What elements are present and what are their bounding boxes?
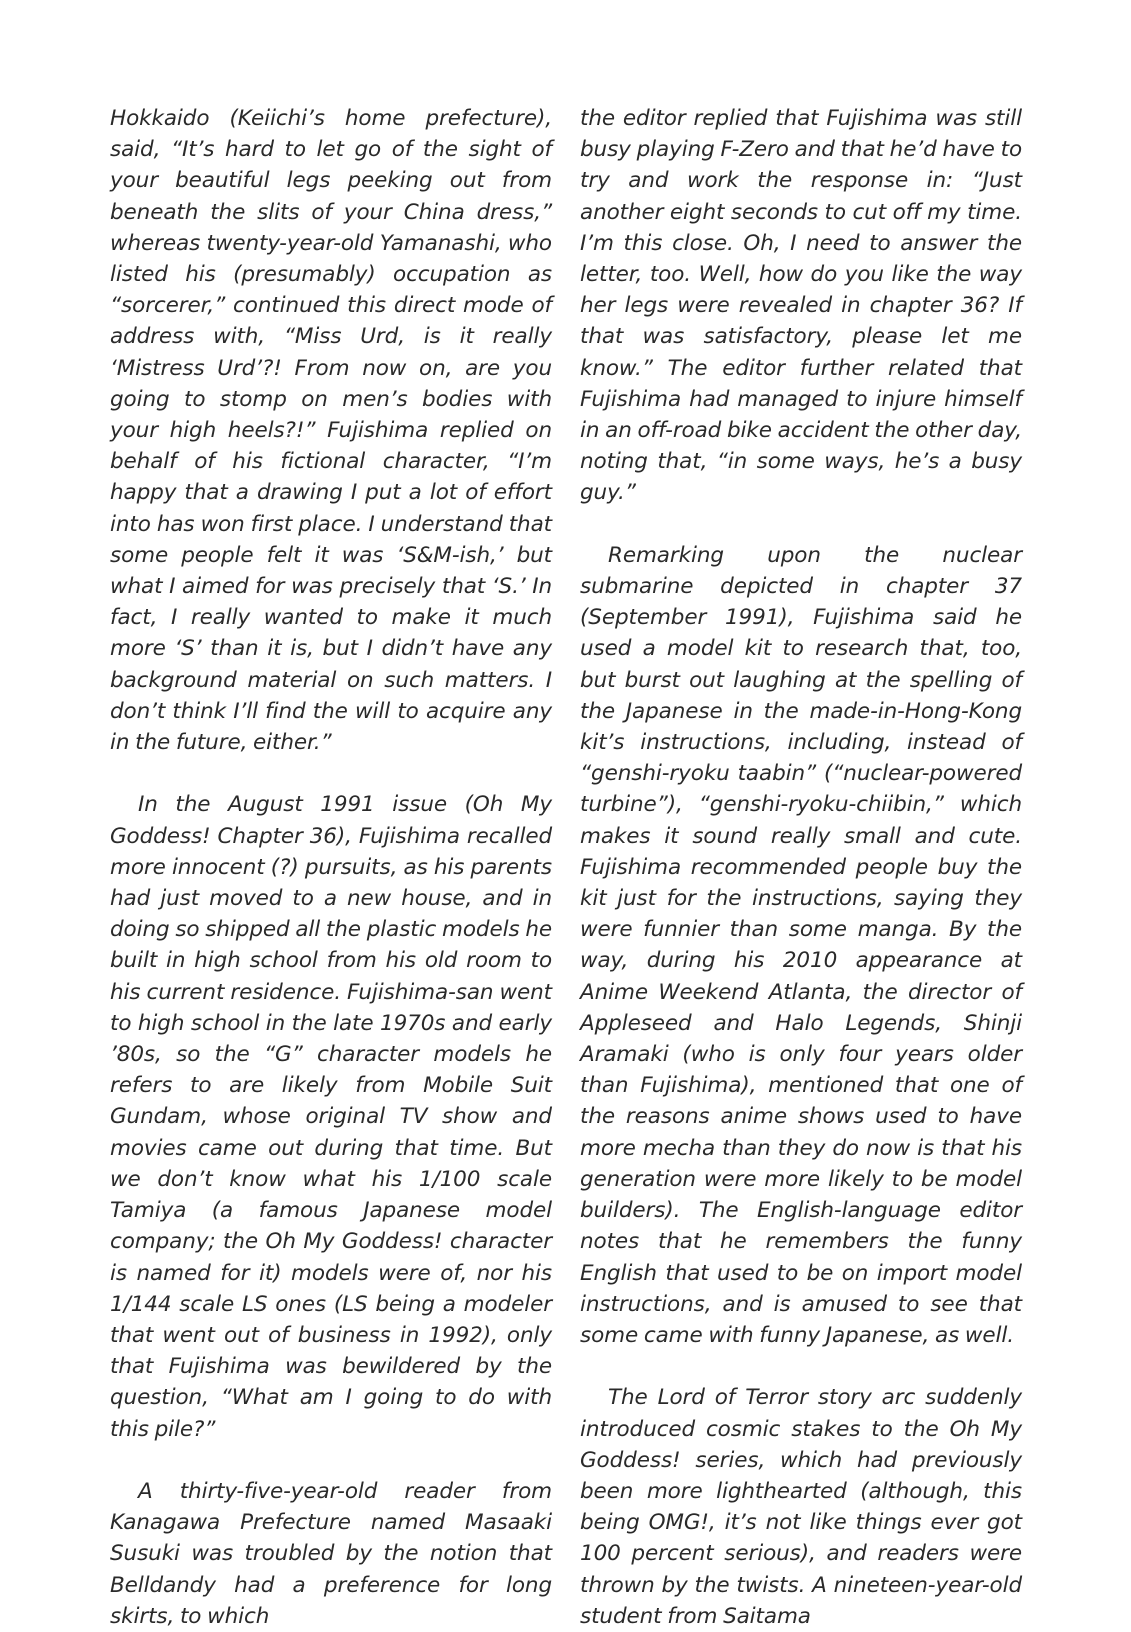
paragraph: The Lord of Terror story arc suddenly introduced cosmic stakes to the Oh My Goddess! series, which had previously been more lighthearted (although, this being OMG!, it’s not like things ever got 100 percent serious), and readers were thrown by the twists. A nineteen-year-old student from Saitama (580, 1385, 1022, 1629)
paragraph: Hokkaido (Keiichi’s home prefecture), said, “It’s hard to let go of the sight of your beautiful legs peeking out from beneath the slits of your China dress,” whereas twenty-year-old Yamanashi, who listed his (presumably) occupation as “sorcerer,” continued this direct mode of address with, “Miss Urd, is it really ‘Mistress Urd’?! From now on, are you going to stomp on men’s bodies with your high heels?!” Fujishima replied on behalf of his fictional character, “I’m happy that a drawing I put a lot of effort into has won first place. I understand that some people felt it was ‘S&M-ish,’ but what I aimed for was precisely that ‘S.’ In fact, I really wanted to make it much more ‘S’ than it is, but I didn’t have any background material on such matters. I don’t think I’ll find the will to acquire any in the future, either.” (110, 106, 552, 756)
left-column (110, 103, 552, 1632)
paragraph: A thirty-five-year-old reader from Kanagawa Prefecture named Masaaki Susuki was troubled by the notion that Belldandy had a preference for long skirts, to which (110, 1478, 552, 1629)
paragraph: In the August 1991 issue (Oh My Goddess! Chapter 36), Fujishima recalled more innocent (?) pursuits, as his parents had just moved to a new house, and in doing so shipped all the plastic models he built in high school from his old room to his current residence. Fujishima-san went to high school in the late 1970s and early ’80s, so the “G” character models he refers to are likely from Mobile Suit Gundam, whose original TV show and movies came out during that time. But we don’t know what his 1/100 scale Tamiya (a famous Japanese model company; the Oh My Goddess! character is named for it) models were of, nor his 1/144 scale LS ones (LS being a modeler that went out of business in 1992), only that Fujishima was bewildered by the question, “What am I going to do with this pile?” (110, 792, 552, 1442)
paragraph: the editor replied that Fujishima was still busy playing F-Zero and that he’d have to try and work the response in: “Just another eight seconds to cut off my time. I’m this close. Oh, I need to answer the letter, too. Well, how do you like the way her legs were revealed in chapter 36? If that was satisfactory, please let me know.” The editor further related that Fujishima had managed to injure himself in an off-road bike accident the other day, noting that, “in some ways, he’s a busy guy.” (580, 106, 1022, 506)
paragraph: Remarking upon the nuclear submarine depicted in chapter 37 (September 1991), Fujishima said he used a model kit to research that, too, but burst out laughing at the spelling of the Japanese in the made-in-Hong-Kong kit’s instructions, including, instead of “genshi-ryoku taabin” (“nuclear-powered turbine”), “genshi-ryoku-chiibin,” which makes it sound really small and cute. Fujishima recommended people buy the kit just for the instructions, saying they were funnier than some manga. By the way, during his 2010 appearance at Anime Weekend Atlanta, the director of Appleseed and Halo Legends, Shinji Aramaki (who is only four years older than Fujishima), mentioned that one of the reasons anime shows used to have more mecha than they do now is that his generation were more likely to be model builders). The English-language editor notes that he remembers the funny English that used to be on import model instructions, and is amused to see that some came with funny Japanese, as well. (580, 542, 1022, 1348)
right-column (580, 103, 1022, 1632)
